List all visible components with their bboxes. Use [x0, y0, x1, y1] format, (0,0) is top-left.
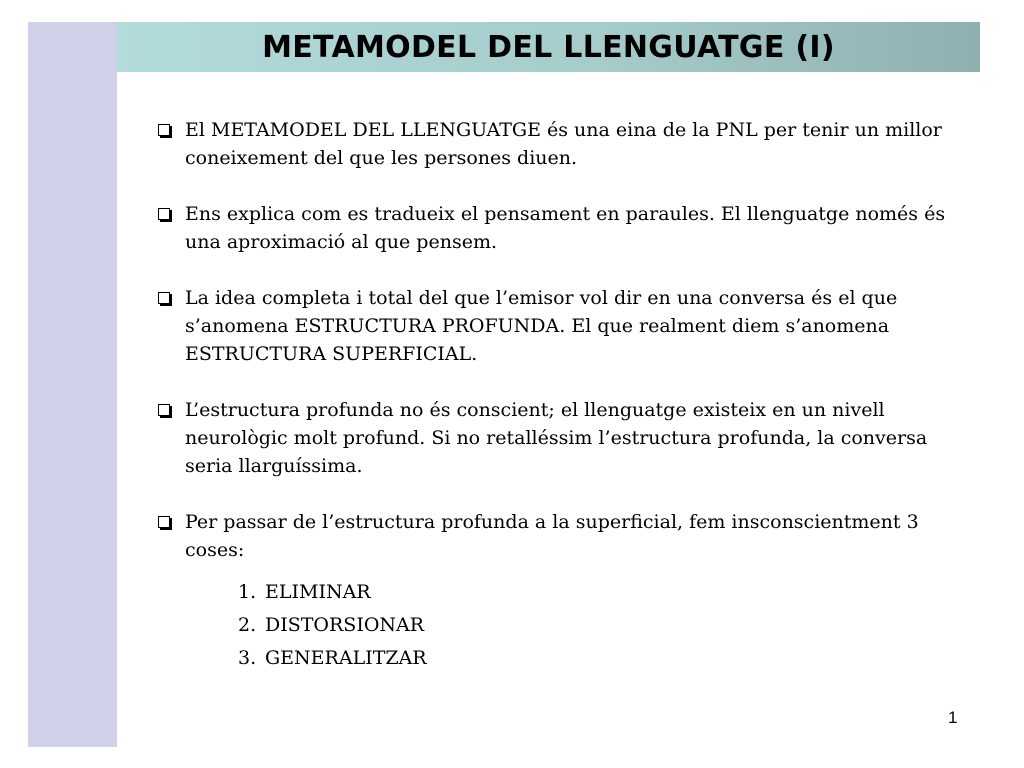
square-bullet-icon	[158, 516, 170, 528]
bullet-item	[156, 284, 956, 368]
bullet-text: L’estructura profunda no és conscient; el llenguatge existeix en un nivell neurològic molt profund. Si no retalléssim l’estructura profunda, la conversa seria llarguíssima.	[185, 399, 928, 477]
numbered-item	[238, 642, 956, 675]
square-bullet-icon	[158, 292, 170, 304]
numbered-item	[238, 609, 956, 642]
bullet-item	[156, 396, 956, 480]
bullet-item	[156, 508, 956, 564]
bullet-text: El METAMODEL DEL LLENGUATGE és una eina de la PNL per tenir un millor coneixement del que les persones diuen.	[185, 119, 942, 169]
bullet-text: Per passar de l’estructura profunda a la superficial, fem insconscientment 3 coses:	[185, 511, 919, 561]
item-text: GENERALITZAR	[265, 647, 427, 669]
item-number: 3.	[238, 647, 257, 669]
numbered-item	[238, 576, 956, 609]
bullet-item	[156, 200, 956, 256]
item-number: 1.	[238, 581, 257, 603]
square-bullet-icon	[158, 124, 170, 136]
numbered-list	[238, 576, 956, 675]
side-bar	[28, 22, 117, 747]
bullet-text: Ens explica com es tradueix el pensament en paraules. El llenguatge només és una aproximació al que pensem.	[185, 203, 946, 253]
title-bar	[117, 22, 980, 72]
bullet-list	[156, 116, 956, 564]
square-bullet-icon	[158, 404, 170, 416]
slide-title: METAMODEL DEL LLENGUATGE (I)	[262, 29, 835, 65]
slide-content	[156, 116, 956, 675]
item-number: 2.	[238, 614, 257, 636]
item-text: DISTORSIONAR	[265, 614, 425, 636]
square-bullet-icon	[158, 208, 170, 220]
page-number: 1	[948, 708, 958, 727]
bullet-item	[156, 116, 956, 172]
item-text: ELIMINAR	[265, 581, 371, 603]
bullet-text: La idea completa i total del que l’emisor vol dir en una conversa és el que s’anomena ESTRUCTURA PROFUNDA. El que realment diem s’anomena ESTRUCTURA SUPERFICIAL.	[185, 287, 898, 365]
